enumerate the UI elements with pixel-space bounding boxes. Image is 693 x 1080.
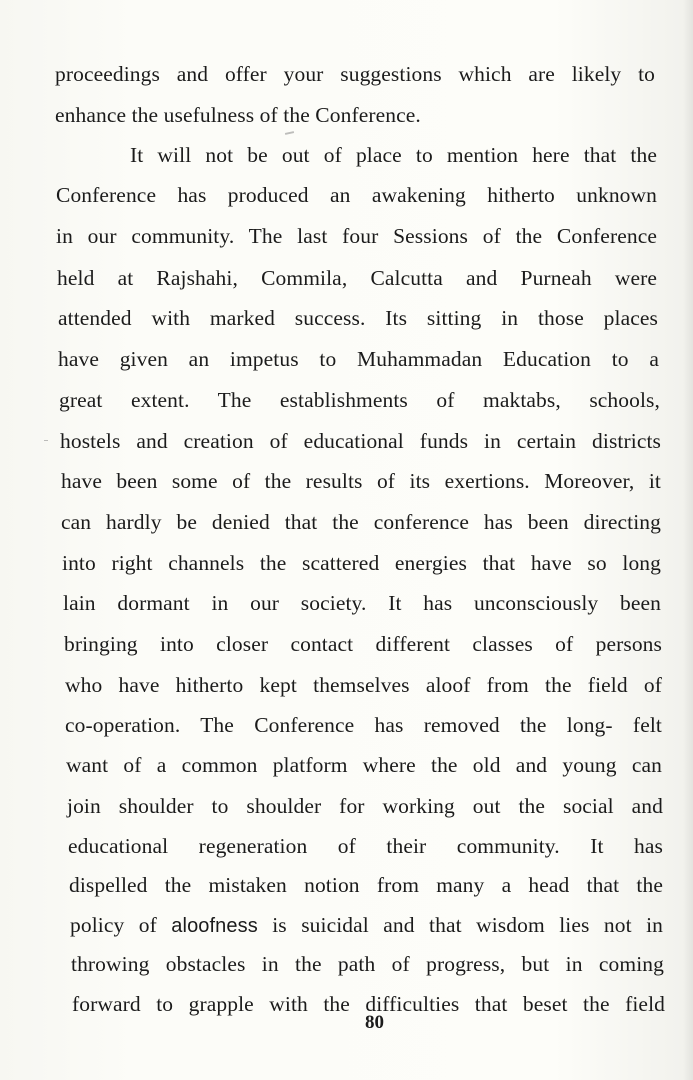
- text-line: can hardly be denied that the conference has been directing: [61, 510, 661, 534]
- text-line: It will not be out of place to mention here that the: [130, 143, 657, 167]
- scan-mark: [44, 440, 48, 441]
- word-aloofness: aloofness: [171, 915, 258, 937]
- text-line: enhance the usefulness of the Conference.: [55, 103, 421, 127]
- text-line: attended with marked success. Its sitting in those places: [58, 306, 658, 330]
- text-line: bringing into closer contact different classes of persons: [64, 632, 662, 656]
- text-line: join shoulder to shoulder for working out the social and: [67, 794, 663, 818]
- text-line: held at Rajshahi, Commila, Calcutta and Purneah were: [57, 266, 657, 290]
- text-line: lain dormant in our society. It has unconsciously been: [63, 591, 661, 615]
- text-line: great extent. The establishments of maktabs, schools,: [59, 388, 660, 412]
- text-line: into right channels the scattered energies that have so long: [62, 551, 661, 575]
- text-line: proceedings and offer your suggestions which are likely to: [55, 62, 655, 86]
- text-line: dispelled the mistaken notion from many a head that the: [69, 873, 663, 897]
- text-line: educational regeneration of their community. It has: [68, 834, 663, 858]
- text-line: who have hitherto kept themselves aloof from the field of: [65, 673, 662, 697]
- text-line: co-operation. The Conference has removed the long- felt: [65, 713, 662, 737]
- text-line: want of a common platform where the old and young can: [66, 753, 662, 777]
- text-line: have given an impetus to Muhammadan Education to a: [58, 347, 659, 371]
- page-number: 80: [365, 1012, 384, 1033]
- text-line: have been some of the results of its exertions. Moreover, it: [61, 469, 661, 493]
- text-line: Conference has produced an awakening hitherto unknown: [56, 183, 657, 207]
- text-line: forward to grapple with the difficulties that beset the field: [72, 992, 665, 1016]
- scan-mark: [285, 131, 294, 135]
- text-line: throwing obstacles in the path of progress, but in coming: [71, 952, 664, 976]
- text-line: in our community. The last four Sessions of the Conference: [56, 224, 657, 248]
- text-line: policy of aloofness is suicidal and that wisdom lies not in: [70, 913, 664, 937]
- text-line: hostels and creation of educational funds in certain districts: [60, 429, 661, 453]
